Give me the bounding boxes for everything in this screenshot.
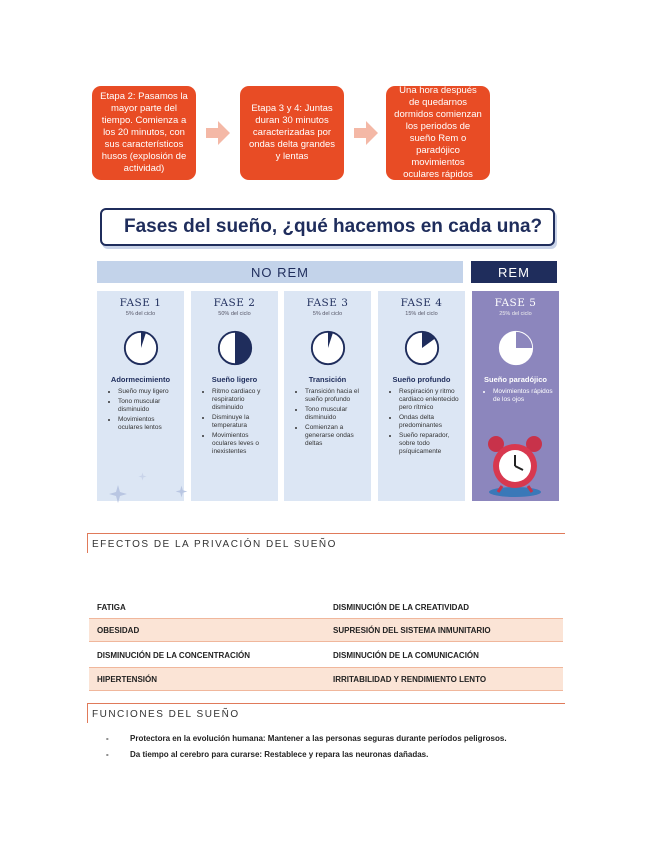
list-item-text: Da tiempo al cerebro para curarse: Restablece y repara las neuronas dañadas. xyxy=(130,750,429,759)
effects-heading xyxy=(87,533,565,553)
alarm-clock-icon xyxy=(484,432,546,498)
list-item: • Movimientos rápidos de los ojos xyxy=(493,388,554,404)
list-item xyxy=(106,750,428,759)
phase-characteristics xyxy=(102,388,179,432)
arrow-right-icon xyxy=(352,119,380,147)
table-cell: SUPRESIÓN DEL SISTEMA INMUNITARIO xyxy=(333,626,491,635)
phase-clock-icon xyxy=(309,329,347,367)
table-cell: IRRITABILIDAD Y RENDIMIENTO LENTO xyxy=(333,675,487,684)
phase-percent: 15% del ciclo xyxy=(405,311,438,317)
stage-box-2 xyxy=(92,86,196,180)
phase-name: Sueño ligero xyxy=(211,375,258,384)
phase-percent: 5% del ciclo xyxy=(312,311,343,317)
phase-name: Sueño paradójico xyxy=(484,375,547,384)
norem-header xyxy=(97,261,463,283)
functions-heading xyxy=(87,703,565,723)
phase-label: FASE 4 xyxy=(400,297,443,309)
infographic-title xyxy=(100,208,555,246)
list-item: • Ritmo cardiaco y respiratorio disminuido xyxy=(212,388,273,412)
phase-characteristics xyxy=(196,388,273,456)
list-item: • Comienzan a generarse ondas deltas xyxy=(305,424,366,448)
list-item: • Sueño muy ligero xyxy=(118,388,179,396)
phase-label: FASE 5 xyxy=(494,297,537,309)
stage-box-rem xyxy=(386,86,490,180)
stage-text: Una hora después de quedarnos dormidos comienzan los periodos de sueño Rem o paradójico movimientos oculares rápidos xyxy=(394,85,482,180)
list-item-text: Protectora en la evolución humana: Mantener a las personas seguras durante períodos peligrosos. xyxy=(130,734,507,743)
list-item xyxy=(106,734,507,743)
phase-percent: 5% del ciclo xyxy=(125,311,156,317)
table-row xyxy=(89,596,563,618)
list-item: • Respiración y ritmo cardiaco enlentecido pero rítmico xyxy=(399,388,460,412)
table-row xyxy=(89,644,563,666)
list-item: • Movimientos oculares leves o inexistentes xyxy=(212,432,273,456)
phase-column-1 xyxy=(97,291,184,501)
phase-clock-fill xyxy=(516,332,532,348)
list-item: • Ondas delta predominantes xyxy=(399,414,460,430)
phase-column-4 xyxy=(378,291,465,501)
list-bullet: - xyxy=(106,734,109,743)
list-item: • Tono muscular disminuido xyxy=(305,406,366,422)
phase-column-3 xyxy=(284,291,371,501)
star-icon xyxy=(138,472,147,481)
stage-text: Etapa 2: Pasamos la mayor parte del tiempo. Comienza a los 20 minutos, con sus característicos husos (explosión de actividad) xyxy=(100,91,188,174)
phase-characteristics xyxy=(383,388,460,456)
phase-name: Adormecimiento xyxy=(110,375,171,384)
phase-clock-fill xyxy=(235,332,251,364)
functions-heading-text: FUNCIONES DEL SUEÑO xyxy=(92,709,240,720)
phase-clock-icon xyxy=(403,329,441,367)
table-row xyxy=(89,618,563,642)
list-item: • Disminuye la temperatura xyxy=(212,414,273,430)
list-item: • Sueño reparador, sobre todo psíquicamente xyxy=(399,432,460,456)
rem-label: REM xyxy=(498,264,530,280)
table-cell: DISMINUCIÓN DE LA CONCENTRACIÓN xyxy=(97,651,251,660)
phase-name: Transición xyxy=(308,375,347,384)
table-cell: HIPERTENSIÓN xyxy=(97,675,158,684)
table-cell: DISMINUCIÓN DE LA COMUNICACIÓN xyxy=(333,651,479,660)
phase-label: FASE 1 xyxy=(119,297,162,309)
list-bullet: - xyxy=(106,750,109,759)
phase-column-2 xyxy=(191,291,278,501)
stage-box-3-4 xyxy=(240,86,344,180)
rem-header xyxy=(471,261,557,283)
phase-label: FASE 3 xyxy=(306,297,349,309)
star-icon xyxy=(108,484,128,504)
table-cell: DISMINUCIÓN DE LA CREATIVIDAD xyxy=(333,603,469,612)
phase-label: FASE 2 xyxy=(213,297,256,309)
phase-characteristics xyxy=(477,388,554,404)
infographic-title-text: Fases del sueño, ¿qué hacemos en cada una? xyxy=(124,216,543,237)
table-cell: FATIGA xyxy=(97,603,126,612)
list-item: • Tono muscular disminuido xyxy=(118,398,179,414)
norem-label: NO REM xyxy=(251,264,309,280)
table-cell: OBESIDAD xyxy=(97,626,140,635)
phase-clock-icon xyxy=(122,329,160,367)
phase-clock-icon xyxy=(497,329,535,367)
phase-characteristics xyxy=(289,388,366,448)
table-row xyxy=(89,667,563,691)
phase-clock-icon xyxy=(216,329,254,367)
effects-heading-text: EFECTOS DE LA PRIVACIÓN DEL SUEÑO xyxy=(92,539,337,550)
list-item: • Transición hacia el sueño profundo xyxy=(305,388,366,404)
phase-name: Sueño profundo xyxy=(392,375,451,384)
stage-text: Etapa 3 y 4: Juntas duran 30 minutos caracterizadas por ondas delta grandes y lentas xyxy=(248,103,336,162)
phase-percent: 25% del ciclo xyxy=(499,311,532,317)
list-item: • Movimientos oculares lentos xyxy=(118,416,179,432)
star-icon xyxy=(175,485,188,498)
phase-percent: 50% del ciclo xyxy=(218,311,251,317)
arrow-right-icon xyxy=(204,119,232,147)
